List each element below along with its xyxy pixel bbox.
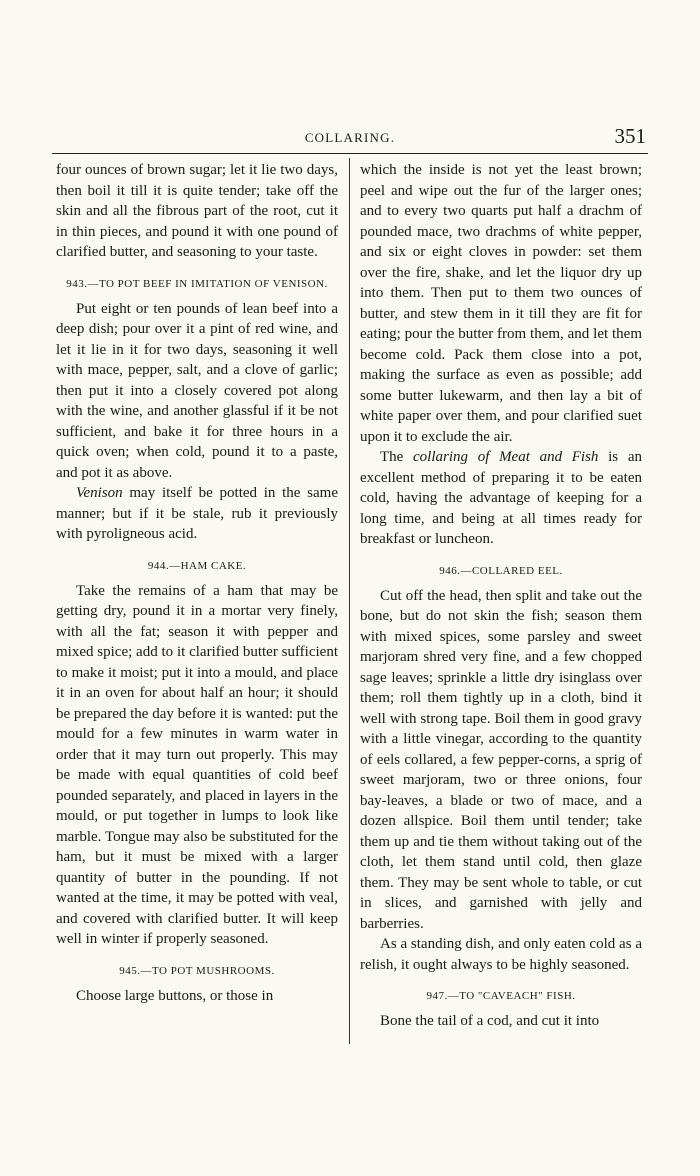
recipe-heading-944: 944.—HAM CAKE. bbox=[147, 559, 247, 572]
recipe-heading-943: 943.—TO POT BEEF IN IMITATION OF VENISON. bbox=[66, 277, 328, 290]
recipe-body-944: Take the remains of a ham that may be getting dry, pound it in a mortar very finely, with all the fat; season it with pepper and mixed spice; add to it clarified butter sufficient to make it moist; put it into a mould, and place it in an oven for about half an hour; it should be prepared the day before it is wanted: put the mould for a few minutes in warm water in order that it may turn out properly. This may be made with equal quantities of cold beef pounded separately, and placed in layers in the mould, or put together in lumps to look like marble. Tongue may also be substituted for the ham, but it must be mixed with a larger quantity of butter in the pounding. If not wanted at the time, it may be potted with veal, and covered with clarified butter. It will keep well in winter if properly seasoned. bbox=[56, 582, 338, 947]
recipe-note-943 bbox=[56, 483, 338, 545]
page-number: 351 bbox=[614, 124, 646, 148]
intro-italic: collaring of Meat and Fish bbox=[413, 449, 599, 465]
running-title: COLLARING. bbox=[304, 130, 396, 145]
right-column bbox=[360, 160, 642, 1060]
recipe-body-943: Put eight or ten pounds of lean beef into a deep dish; pour over it a pint of red wine, and let it lie in it for two days, seasoning it well with mace, pepper, salt, and a clove of garlic; then put it into a closely covered pot along with the wine, and another glassful if it be not sufficient, and bake it for three hours in a quick oven; when cold, pound it to a paste, and pot it as above. bbox=[56, 300, 338, 481]
collaring-intro bbox=[360, 447, 642, 550]
recipe-heading-947: 947.—TO "CAVEACH" FISH. bbox=[426, 990, 576, 1002]
venison-italic: Venison bbox=[76, 485, 123, 501]
recipe-body-945: Choose large buttons, or those in bbox=[76, 987, 274, 1004]
column-divider bbox=[349, 158, 350, 1044]
recipe-note-946: As a standing dish, and only eaten cold as a relish, it ought always to be highly seasoned. bbox=[360, 936, 642, 973]
continuation-paragraph-right: which the inside is not yet the least brown; peel and wipe out the fur of the larger ones; and to every two quarts put half a drachm of pounded mace, two drachms of white pepper, and six or eight cloves in powder: set them over the fire, shake, and let the liquor dry up into them. Then put to them two ounces of butter, and stew them in it till they are fit for eating; pour the butter from them, and let them become cold. Pack them close into a pot, making the surface as even as possible; add some butter lukewarm, and then lay a bit of white paper over them, and pour clarified suet upon it to exclude the air. bbox=[360, 162, 642, 445]
left-column bbox=[56, 160, 338, 1060]
recipe-body-947: Bone the tail of a cod, and cut it into bbox=[380, 1013, 600, 1029]
intro-rest: is an excellent method of preparing it to be eaten cold, having the advantage of keeping for a long time, and being at all times ready for breakfast or luncheon. bbox=[360, 449, 642, 547]
intro-lead: The bbox=[380, 449, 414, 465]
header-rule bbox=[52, 153, 648, 154]
recipe-heading-946: 946.—COLLARED EEL. bbox=[439, 564, 563, 577]
recipe-body-946: Cut off the head, then split and take out the bone, but do not skin the fish; season them with mixed spices, some parsley and sweet marjoram shred very fine, and a few chopped sage leaves; sprinkle a little dry isinglass over them; roll them tightly up in a cloth, bind it well with strong tape. Boil them in good gravy with a little vinegar, according to the quantity of eels collared, a few pepper-corns, a sprig of sweet marjoram, two or three onions, four bay-leaves, a blade or two of mace, and a dozen allspice. Boil them until tender; take them up and tie them without taking out of the cloth, let them stand until cold, then glaze them. They may be sent whole to table, or cut in slices, and garnished with jelly and barberries. bbox=[360, 587, 642, 932]
recipe-heading-945: 945.—TO POT MUSHROOMS. bbox=[119, 964, 275, 977]
venison-note-text: may itself be potted in the same manner; but if it be stale, rub it previously with pyroligneous acid. bbox=[56, 485, 338, 542]
page-header bbox=[52, 124, 648, 154]
continuation-paragraph: four ounces of brown sugar; let it lie two days, then boil it till it is quite tender; take off the skin and all the fibrous part of the root, cut it in thin pieces, and pound it with one pound of clarified butter, and seasoning to your taste. bbox=[56, 162, 338, 260]
